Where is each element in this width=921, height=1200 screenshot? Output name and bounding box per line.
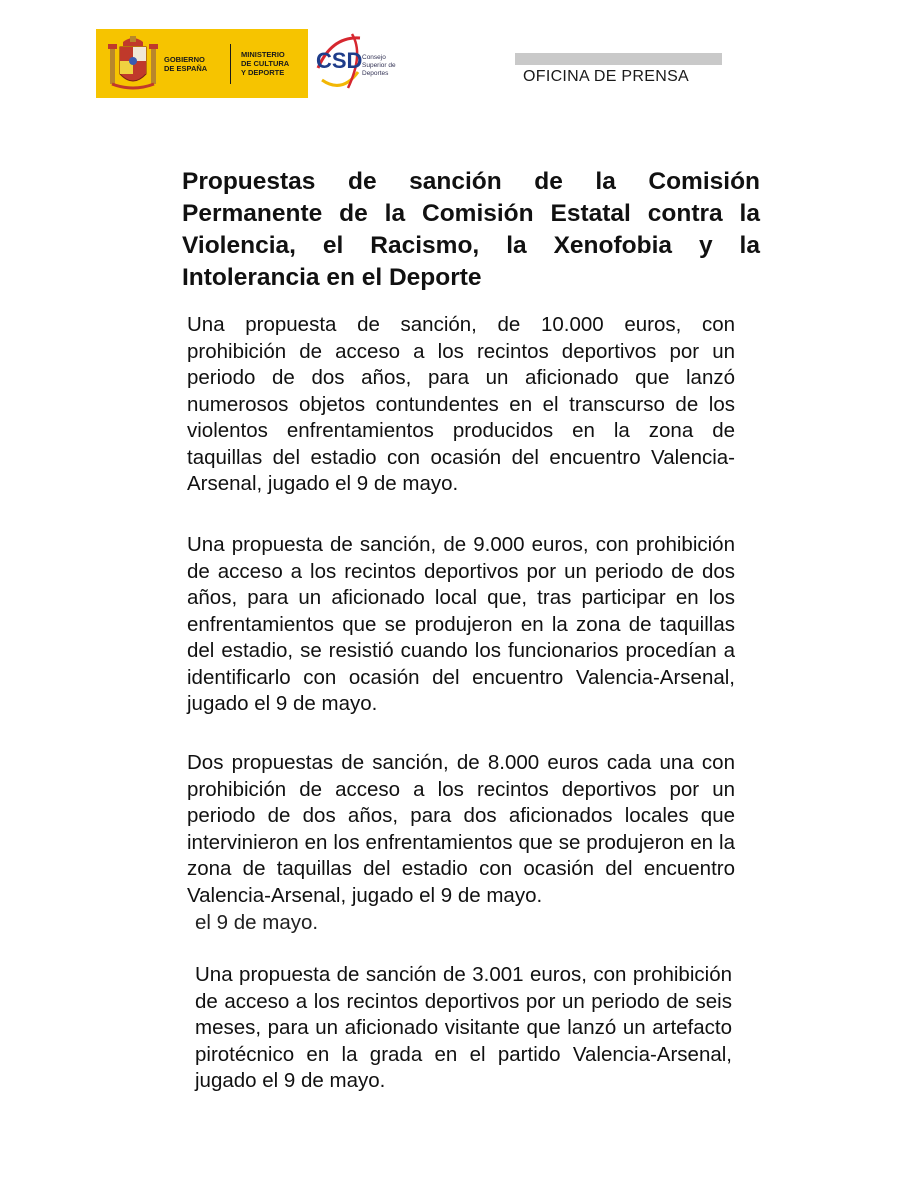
csd-label: [362, 54, 406, 78]
scan-artifact-text: el 9 de mayo.: [195, 911, 319, 934]
ministry-line-3: Y DEPORTE: [241, 68, 285, 77]
banner-divider: [230, 44, 231, 84]
csd-line-3: Deportes: [362, 70, 389, 77]
ministry-label: [241, 50, 301, 77]
document-title: Propuestas de sanción de la Comisión Permanente de la Comisión Estatal contra la Violencia, el Racismo, la Xenofobia y la Intolerancia en el Deporte: [182, 168, 760, 291]
government-label: [164, 55, 224, 73]
csd-logo: [312, 28, 404, 100]
csd-logo-letters: CSD: [316, 48, 363, 73]
press-office-label: OFICINA DE PRENSA: [523, 68, 690, 85]
ministry-line-2: DE CULTURA: [241, 59, 290, 68]
gov-line-1: GOBIERNO: [164, 54, 205, 64]
government-banner: [96, 29, 308, 98]
sanction-paragraph-2: Una propuesta de sanción, de 9.000 euros, con prohibición de acceso a los recintos deportivos por un periodo de dos años, para un aficionado local que, tras participar en los enfrentamientos que se produjeron en la zona de taquillas del estadio, se resistió cuando los funcionarios procedían a identificarlo con ocasión del encuentro Valencia-Arsenal, jugado el 9 de mayo.: [187, 533, 735, 715]
sanction-paragraph-3: Dos propuestas de sanción, de 8.000 euros cada una con prohibición de acceso a los recintos deportivos por un periodo de dos años, para dos aficionados locales que intervinieron en los enfrentamientos que se produjeron en la zona de taquillas del estadio con ocasión del encuentro Valencia-Arsenal, jugado el 9 de mayo.: [187, 751, 735, 907]
scan-artifact-line: [195, 911, 355, 946]
gov-line-2: DE ESPAÑA: [164, 63, 208, 73]
csd-line-2: Superior de: [362, 62, 396, 69]
press-office-bar: [515, 53, 722, 65]
spain-coat-of-arms-icon: [106, 34, 160, 94]
csd-line-1: Consejo: [362, 54, 386, 61]
sanction-paragraph-1: Una propuesta de sanción, de 10.000 euros, con prohibición de acceso a los recintos deportivos por un periodo de dos años, para un aficionado que lanzó numerosos objetos contundentes en el transcurso de los violentos enfrentamientos producidos en la zona de taquillas del estadio con ocasión del encuentro Valencia-Arsenal, jugado el 9 de mayo.: [187, 313, 735, 495]
sanction-paragraph-4: Una propuesta de sanción de 3.001 euros, con prohibición de acceso a los recintos deportivos por un periodo de seis meses, para un aficionado visitante que lanzó un artefacto pirotécnico en la grada en el partido Valencia-Arsenal, jugado el 9 de mayo.: [195, 963, 732, 1092]
ministry-line-1: MINISTERIO: [241, 50, 285, 59]
